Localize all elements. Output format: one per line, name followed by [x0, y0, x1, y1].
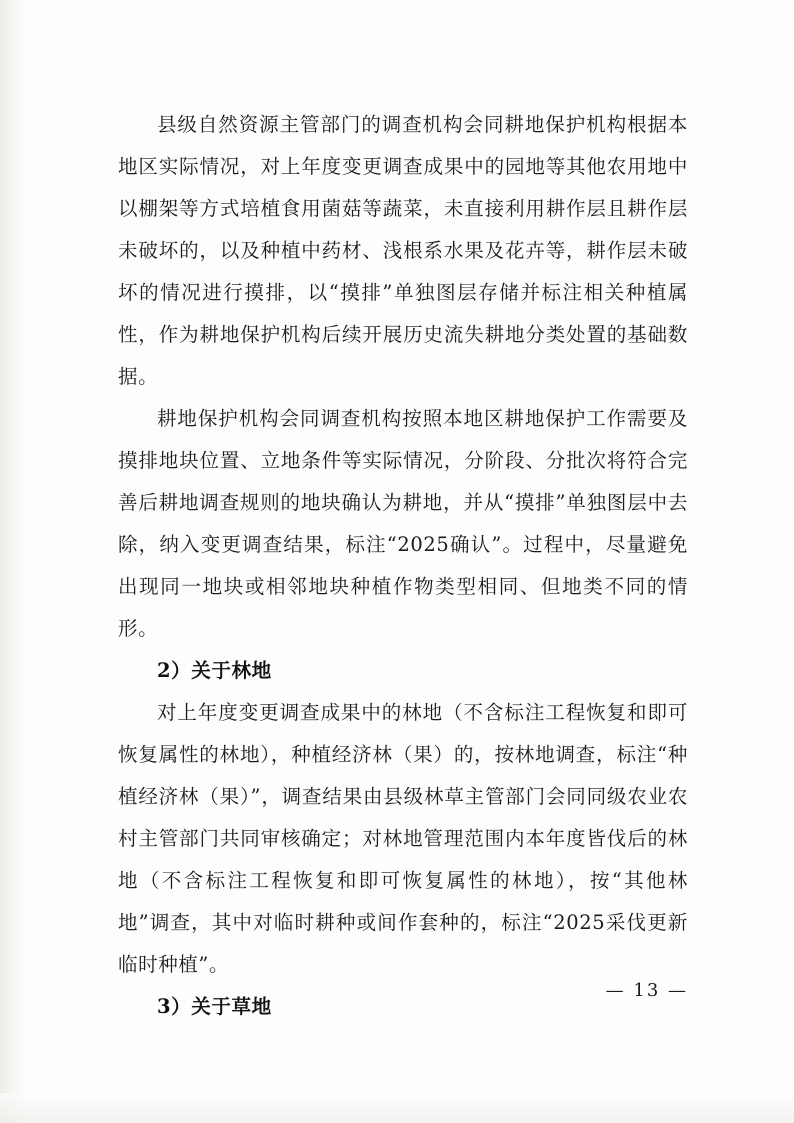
page-number: — 13 — [605, 980, 688, 1001]
section-heading-grassland: 3）关于草地 [157, 995, 272, 1018]
body-paragraph: 对上年度变更调查成果中的林地（不含标注工程恢复和即可恢复属性的林地），种植经济林（果）的，按林地调查，标注“种植经济林（果）”，调查结果由县级林草主管部门会同同级农业农村主管部门共同审核确定；对林地管理范围内本年度皆伐后的林地（不含标注工程恢复和即可恢复属性的林地），按“其他林地”调查，其中对临时耕种或间作套种的，标注“2025采伐更新临时种植”。 [118, 701, 688, 976]
page-content [118, 104, 688, 1028]
body-paragraph: 县级自然资源主管部门的调查机构会同耕地保护机构根据本地区实际情况，对上年度变更调查成果中的园地等其他农用地中以棚架等方式培植食用菌菇等蔬菜，未直接利用耕作层且耕作层未破坏的，以及种植中药材、浅根系水果及花卉等，耕作层未破坏的情况进行摸排，以“摸排”单独图层存储并标注相关种植属性，作为耕地保护机构后续开展历史流失耕地分类处置的基础数据。 [118, 113, 688, 388]
page-edge-shadow-bottom [0, 1093, 794, 1123]
body-paragraph: 耕地保护机构会同调查机构按照本地区耕地保护工作需要及摸排地块位置、立地条件等实际情况，分阶段、分批次将符合完善后耕地调查规则的地块确认为耕地，并从“摸排”单独图层中去除，纳入变更调查结果，标注“2025确认”。过程中，尽量避免出现同一地块或相邻地块种植作物类型相同、但地类不同的情形。 [118, 407, 688, 640]
page-edge-shadow-left [0, 0, 26, 1123]
section-heading-forest: 2）关于林地 [157, 659, 272, 682]
